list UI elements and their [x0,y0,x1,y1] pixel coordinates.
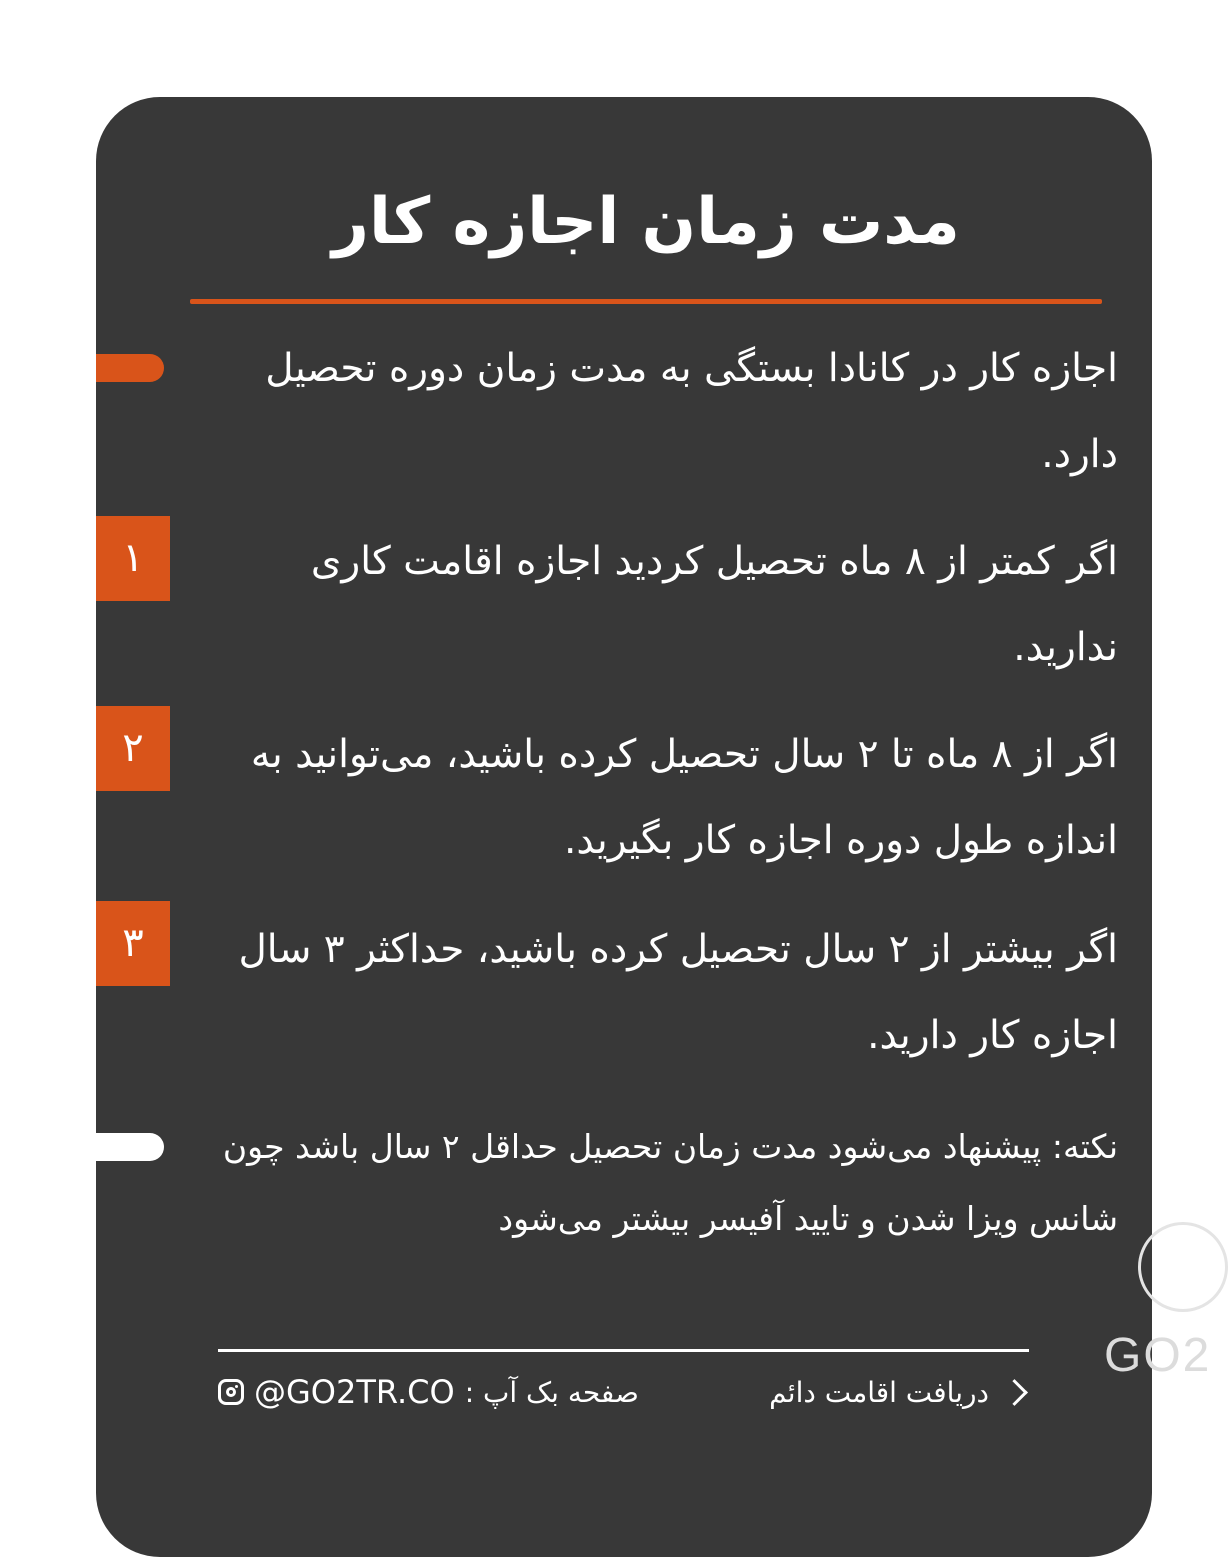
note-text: نکته: پیشنهاد می‌شود مدت زمان تحصیل حداقل ۲ سال باشد چون شانس ویزا شدن و تایید آفیسر بیشتر می‌شود [222,1127,1118,1238]
page-title: مدت زمان اجازه کار [332,185,960,259]
chevron-right-icon [1001,1379,1028,1406]
item-number-2: ۲ [96,706,170,791]
item-number-3: ۳ [96,901,170,986]
item-text-3: اگر بیشتر از ۲ سال تحصیل کرده باشید، حداکثر ۳ سال اجازه کار دارید. [238,927,1118,1058]
backup-page-link[interactable] [218,1368,639,1416]
title-divider [190,299,1102,304]
note-marker [96,1133,164,1161]
footer-divider [218,1349,1029,1352]
intro-marker [96,354,164,382]
instagram-handle[interactable]: @GO2TR.CO [254,1373,455,1411]
permanent-residency-label: دریافت اقامت دائم [769,1375,989,1409]
backup-page-label: صفحه بک آپ : [464,1375,639,1409]
watermark-logo-icon [1138,1222,1228,1312]
item-text-1: اگر کمتر از ۸ ماه تحصیل کردید اجازه اقامت کاری ندارید. [310,539,1118,670]
intro-text: اجازه کار در کانادا بستگی به مدت زمان دوره تحصیل دارد. [265,346,1118,477]
watermark-text: GO2 [1104,1329,1212,1382]
permanent-residency-link[interactable] [740,1368,1032,1416]
item-text-2: اگر از ۸ ماه تا ۲ سال تحصیل کرده باشید، می‌توانید به اندازه طول دوره اجازه کار بگیرید. [250,732,1118,863]
item-number-1: ۱ [96,516,170,601]
instagram-icon [218,1379,244,1405]
